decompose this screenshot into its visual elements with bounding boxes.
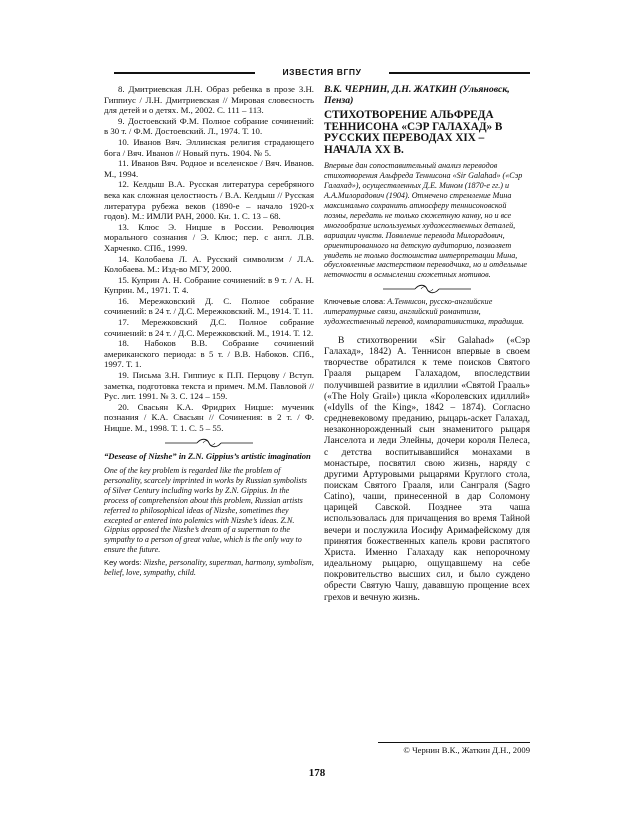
page-number: 178 bbox=[308, 767, 326, 779]
english-keywords bbox=[104, 558, 314, 578]
reference-item: 12. Келдыш В.А. Русская литература серебряного века как сложная целостность / В.А. Келдыш // Русская литература рубежа веков (1890-е – начало 1920-х годов). М.: ИМЛИ РАН, 2000. Кн. 1. С. 13 – 68. bbox=[104, 179, 314, 222]
reference-item: 9. Достоевский Ф.М. Полное собрание сочинений: в 30 т. / Ф.М. Достоевский. Л., 1974. Т. 10. bbox=[104, 115, 314, 137]
article-body-paragraph: В стихотворении «Sir Galahad» («Сэр Галахад», 1842) А. Теннисон впервые в своем творчестве обратился к теме поисков Святого Грааля рыцарем Галахадом, впоследствии получившей развитие в идиллии «Святой Грааль» («The Holy Grail») цикла «Королевских идиллий» («Idylls of the King», 1842 – 1874). Согласно средневековому преданию, рыцарь-аскет Галахад, незаконнорожденный сын знаменитого рыцаря Ланселота и леди Элейны, дочери короля Пелеса, с детства воспитывавшийся монахами в монастыре, посвятил свою жизнь, наряду с другими Артуровыми рыцарями Круглого стола, поискам Святого Грааля, или Санграля (Sagro Catino), чаши, принесенной в дар Соломону царицей Савской. Позднее эта чаша использовалась для причащения во время Тайной вечери и послужила Иосифу Аримафейскому для принятия божественных капель крови распятого Христа. Именно Галахаду как непорочному идеальному рыцарю, ощущавшему на себе покровительство высших сил, и было суждено обрести Святую Чашу, дававшую прощение всех грехов и вечную жизнь. bbox=[324, 335, 530, 603]
reference-item: 14. Колобаева Л. А. Русский символизм / Л.А. Колобаева. М.: Изд-во МГУ, 2000. bbox=[104, 253, 314, 275]
reference-item: 13. Клюс Э. Ницше в России. Революция морального сознания / Э. Клюс; пер. с англ. Л.В. Харченко. СПб., 1999. bbox=[104, 221, 314, 253]
reference-item: 16. Мережковский Д. С. Полное собрание сочинений: в 24 т. / Д.С. Мережковский. М., 1914. Т. 11. bbox=[104, 295, 314, 317]
reference-item: 8. Дмитриевская Л.Н. Образ ребенка в прозе З.Н. Гиппиус / Л.Н. Дмитриевская // Мировая словесность для детей и о детях. М., 2002. С. 111 – 113. bbox=[104, 84, 314, 116]
footer-rule bbox=[378, 742, 530, 743]
reference-item: 20. Свасьян К.А. Фридрих Ницше: мученик познания / К.А. Свасьян // Сочинения: в 2 т. / Ф. Ницше. М., 1998. Т. 1. С. 5 – 55. bbox=[104, 401, 314, 433]
reference-item: 10. Иванов Вяч. Эллинская религия страдающего бога / Вяч. Иванов // Новый путь. 1904. № 5. bbox=[104, 136, 314, 158]
article-keywords-label: Ключевые слова: bbox=[324, 297, 386, 307]
ornament-divider-left bbox=[104, 438, 314, 448]
reference-item: 15. Куприн А. Н. Собрание сочинений: в 9 т. / А. Н. Куприн. М., 1971. Т. 4. bbox=[104, 274, 314, 296]
right-column bbox=[324, 84, 530, 604]
english-keywords-label: Key words: bbox=[104, 558, 142, 568]
english-keywords-text: Nizshe, personality, superman, harmony, symbolism, belief, love, sympathy, child. bbox=[104, 558, 314, 578]
english-article-title: “Desease of Nizshe” in Z.N. Gippius’s artistic imagination bbox=[104, 450, 311, 461]
swirl-ornament-icon bbox=[381, 284, 473, 294]
reference-item: 17. Мережковский Д.С. Полное собрание сочинений: в 24 т. / Д.С. Мережковский. М., 1914. Т. 12. bbox=[104, 317, 314, 338]
ornament-divider-right bbox=[324, 284, 530, 294]
reference-item: 19. Письма З.Н. Гиппиус к П.П. Перцову / Вступ. заметка, подготовка текста и примеч. М.М. Павловой // Рус. лит. 1991. № 3. С. 124 – 159. bbox=[104, 370, 314, 402]
article-abstract: Впервые дан сопоставительный анализ переводов стихотворения Альфреда Теннисона «Sir Galahad» («Сэр Галахад»), осуществленных Д.Е. Мином (1870-е гг.) и А.А.Милорадович (1904). Отмечено стремление Мина максимально сохранить атмосферу теннисоновской поэмы, передать не только сюжетную канву, но и все многообразие используемых художественных деталей, вариации чувств. Появление перевода Милорадович, ориентированного на детскую аудиторию, позволяет увидеть не только достоинства интерпретации Мина, обусловленные мастерством переводчика, но и отдельные неточности в осмыслении сюжетных мотивов. bbox=[324, 161, 528, 280]
article-authors: В.К. ЧЕРНИН, Д.Н. ЖАТКИН (Ульяновск, Пенза) bbox=[324, 84, 510, 106]
article-keywords-text: А.Теннисон, русско-английские литературные связи, английский романтизм, художественный перевод, компаративистика, традиция. bbox=[324, 297, 525, 327]
article-title: СТИХОТВОРЕНИЕ АЛЬФРЕДА ТЕННИСОНА «СЭР ГАЛАХАД» В РУССКИХ ПЕРЕВОДАХ XIX – НАЧАЛА XX В. bbox=[324, 109, 503, 156]
journal-title: ИЗВЕСТИЯ ВГПУ bbox=[282, 67, 362, 77]
running-header bbox=[114, 66, 530, 78]
reference-item: 18. Набоков В.В. Собрание сочинений американского периода: в 5 т. / В.В. Набоков. СПб., 1997. Т. 1. bbox=[104, 338, 314, 370]
left-column bbox=[104, 84, 314, 578]
header-rule-right bbox=[389, 72, 530, 74]
english-abstract: One of the key problem is regarded like the problem of personality, scarcely imprinted in works by Russian symbolists of Silver Century including works by Z.N. Gippius. In the process of comprehension about this problem, Russian artists referred to philosophical ideas of Nizshe, sometimes they excepted or entered into polemics with Nizshe’s ideas. Z.N. Gippius opposed the Nizshe’s dream of a superman to the sympathy to a person of great value, which is the only way to ensure the future. bbox=[104, 466, 307, 555]
reference-list bbox=[104, 84, 314, 434]
swirl-ornament-icon bbox=[163, 438, 255, 448]
copyright-notice: © Чернин В.К., Жаткин Д.Н., 2009 bbox=[403, 745, 530, 755]
article-keywords bbox=[324, 297, 530, 327]
reference-item: 11. Иванов Вяч. Родное и вселенское / Вяч. Иванов. М., 1994. bbox=[104, 158, 314, 179]
